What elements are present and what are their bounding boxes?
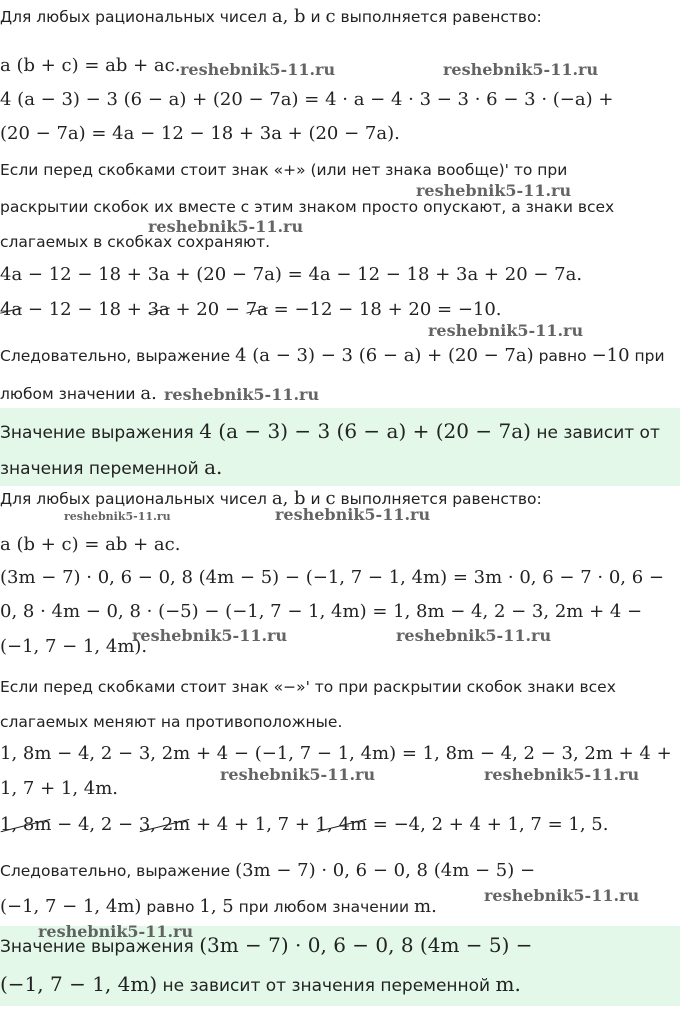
conclusion-line-2: любом значении a.	[0, 383, 157, 404]
answer2-line-2: (−1, 7 − 1, 4m) не зависит от значения переменной m.	[0, 972, 521, 996]
conclusion-line-1: Следовательно, выражение 4 (a − 3) − 3 (6 − a) + (20 − 7a) равно −10 при	[0, 345, 665, 366]
conclusion2-line-1: Следовательно, выражение (3m − 7) · 0, 6 − 0, 8 (4m − 5) −	[0, 860, 536, 881]
watermark: reshebnik5-11.ru	[148, 217, 304, 236]
expansion-line-2: (20 − 7a) = 4a − 12 − 18 + 3a + (20 − 7a).	[0, 123, 400, 144]
answer-line-1: Значение выражения 4 (a − 3) − 3 (6 − a) + (20 − 7a) не зависит от	[0, 419, 660, 443]
watermark: reshebnik5-11.ru	[64, 510, 171, 523]
intro-text-1: Для любых рациональных чисел a, b и c выполняется равенство:	[0, 6, 542, 27]
simplify2-step-2: 1, 8m − 4, 2 − 3, 2m + 4 + 1, 7 + 1, 4m = −4, 2 + 4 + 1, 7 = 1, 5.	[0, 814, 609, 835]
rule-text-line-1: Если перед скобками стоит знак «+» (или нет знака вообще)' то при	[0, 161, 568, 179]
answer2-line-1: Значение выражения (3m − 7) · 0, 6 − 0, 8 (4m − 5) −	[0, 933, 533, 957]
watermark: reshebnik5-11.ru	[132, 626, 288, 645]
cancelled-term: 3a	[147, 299, 170, 320]
watermark: reshebnik5-11.ru	[443, 60, 599, 79]
watermark: reshebnik5-11.ru	[428, 321, 584, 340]
watermark: reshebnik5-11.ru	[220, 765, 376, 784]
watermark: reshebnik5-11.ru	[396, 626, 552, 645]
cancelled-term: 1, 8m	[0, 814, 52, 835]
watermark: reshebnik5-11.ru	[484, 886, 640, 905]
expansion2-line-3: (−1, 7 − 1, 4m).	[0, 636, 148, 657]
distributive-law-1: a (b + c) = ab + ac.	[0, 55, 181, 76]
watermark: reshebnik5-11.ru	[38, 922, 194, 941]
answer-line-2: значения переменной a.	[0, 455, 223, 479]
cancelled-term: 7a	[245, 299, 268, 320]
cancelled-term: 4a	[0, 299, 23, 320]
simplify-step-2: 4a − 12 − 18 + 3a + 20 − 7a = −12 − 18 + 20 = −10.	[0, 299, 502, 320]
rule2-text-line-2: слагаемых меняют на противоположные.	[0, 713, 343, 731]
watermark: reshebnik5-11.ru	[416, 181, 572, 200]
expansion2-line-1: (3m − 7) · 0, 6 − 0, 8 (4m − 5) − (−1, 7 − 1, 4m) = 3m · 0, 6 − 7 · 0, 6 −	[0, 567, 664, 588]
rule-text-line-3: слагаемых в скобках сохраняют.	[0, 233, 271, 251]
cancelled-term: 3, 2m	[138, 814, 191, 835]
distributive-law-2: a (b + c) = ab + ac.	[0, 534, 181, 555]
rule2-text-line-1: Если перед скобками стоит знак «−»' то при раскрытии скобок знаки всех	[0, 678, 616, 696]
rule-text-line-2: раскрытии скобок их вместе с этим знаком просто опускают, а знаки всех	[0, 198, 615, 216]
expansion-line-1: 4 (a − 3) − 3 (6 − a) + (20 − 7a) = 4 · a − 4 · 3 − 3 · 6 − 3 · (−a) +	[0, 89, 614, 110]
watermark: reshebnik5-11.ru	[484, 765, 640, 784]
simplify2-step-1-line-1: 1, 8m − 4, 2 − 3, 2m + 4 − (−1, 7 − 1, 4m) = 1, 8m − 4, 2 − 3, 2m + 4 +	[0, 743, 672, 764]
conclusion2-line-2: (−1, 7 − 1, 4m) равно 1, 5 при любом значении m.	[0, 896, 437, 917]
cancelled-term: 1, 4m	[315, 814, 368, 835]
watermark: reshebnik5-11.ru	[275, 505, 431, 524]
expansion2-line-2: 0, 8 · 4m − 0, 8 · (−5) − (−1, 7 − 1, 4m) = 1, 8m − 4, 2 − 3, 2m + 4 −	[0, 601, 643, 622]
intro-text-2: Для любых рациональных чисел a, b и c выполняется равенство:	[0, 488, 542, 509]
simplify-step-1: 4a − 12 − 18 + 3a + (20 − 7a) = 4a − 12 − 18 + 3a + 20 − 7a.	[0, 264, 583, 285]
watermark: reshebnik5-11.ru	[164, 385, 320, 404]
watermark: reshebnik5-11.ru	[180, 60, 336, 79]
simplify2-step-1-line-2: 1, 7 + 1, 4m.	[0, 778, 119, 799]
